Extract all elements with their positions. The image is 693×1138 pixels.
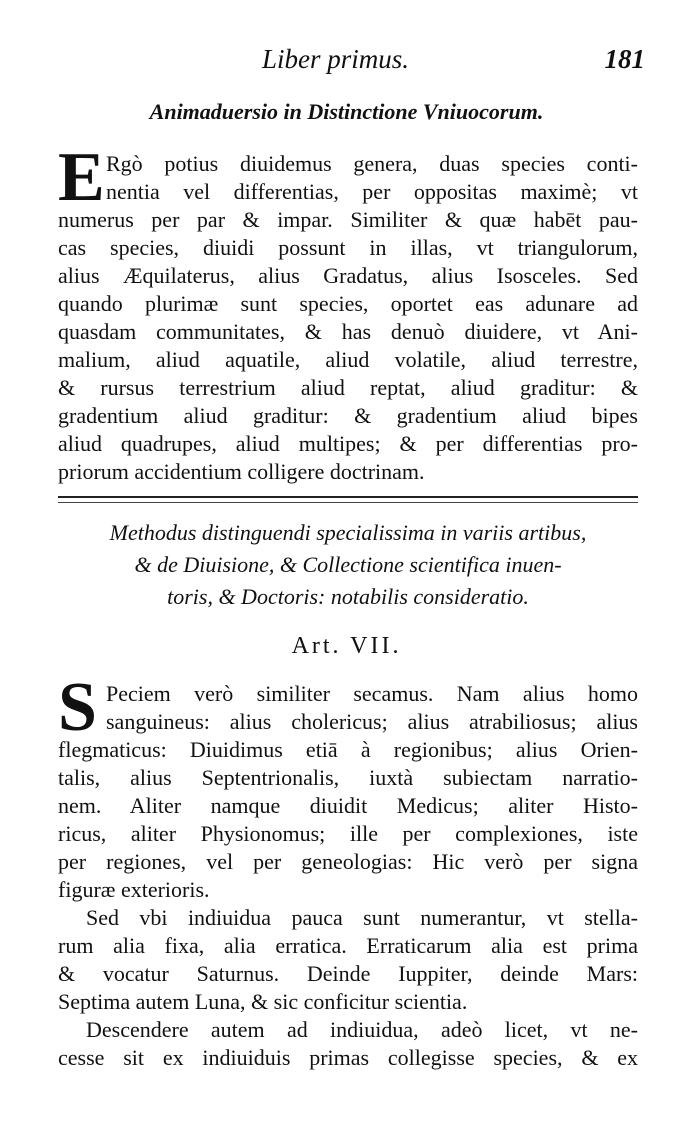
- running-title: Liber primus.: [262, 44, 410, 74]
- text-line: sanguineus: alius cholericus; alius atrabiliosus; alius: [106, 709, 638, 734]
- text-line: priorum accidentium colligere doctrinam.: [58, 459, 425, 484]
- text-line: nentia vel differentias, per oppositas maximè; vt: [106, 179, 638, 204]
- text-line: flegmaticus: Diuidimus etiā à regionibus; alius Orien-: [58, 737, 638, 762]
- text-line: gradentium aliud graditur: & gradentium aliud bipes: [58, 403, 638, 428]
- title-line: Methodus distinguendi specialissima in variis artibus,: [109, 520, 587, 545]
- text-line: Peciem verò similiter secamus. Nam alius homo: [106, 681, 638, 706]
- text-line: per regiones, vel per geneologias: Hic verò per signa: [58, 849, 638, 874]
- text-line: talis, alius Septentrionalis, iuxtà subiectam narratio-: [58, 765, 638, 790]
- page-number: 181: [604, 44, 645, 74]
- text-line: cas species, diuidi possunt in illas, vt triangulorum,: [58, 235, 638, 260]
- text-line: numerus per par & impar. Similiter & quæ habēt pau-: [58, 207, 638, 232]
- paragraph-ergo: [58, 139, 638, 486]
- title-line: & de Diuisione, & Collectione scientifica inuen-: [134, 552, 562, 577]
- drop-cap-e: E: [58, 139, 105, 216]
- divider-rule-thin: [58, 502, 638, 503]
- paragraph-speciem: [58, 669, 638, 904]
- text-line: nem. Aliter namque diuidit Medicus; aliter Histo-: [58, 793, 638, 818]
- text-line: cesse sit ex indiuiduis primas collegisse species, & ex: [58, 1045, 638, 1070]
- paragraph-descendere: [58, 1016, 638, 1072]
- section2-title: [58, 517, 638, 613]
- divider-rule: [58, 496, 638, 498]
- text-line: quasdam communitates, & has denuò diuidere, vt Ani-: [58, 319, 638, 344]
- text-line: Descendere autem ad indiuidua, adeò licet, vt ne-: [86, 1017, 638, 1042]
- text-line: alius Æquilaterus, alius Gradatus, alius Isosceles. Sed: [58, 263, 638, 288]
- text-line: rum alia fixa, alia erratica. Erraticarum alia est prima: [58, 933, 638, 958]
- text-line: aliud quadrupes, aliud multipes; & per differentias pro-: [58, 431, 638, 456]
- drop-cap-s: S: [58, 669, 97, 746]
- section-title: Animaduersio in Distinctione Vniuocorum.: [149, 99, 544, 124]
- text-line: Sed vbi indiuidua pauca sunt numerantur, vt stella-: [86, 905, 638, 930]
- text-line: malium, aliud aquatile, aliud volatile, aliud terrestre,: [58, 347, 638, 372]
- running-head: [0, 44, 693, 84]
- text-line: quando plurimæ sunt species, oportet eas adunare ad: [58, 291, 638, 316]
- article-heading: Art. VII.: [291, 633, 402, 659]
- text-line: & rursus terrestrium aliud reptat, aliud graditur: &: [58, 375, 638, 400]
- text-line: figuræ exterioris.: [58, 877, 210, 902]
- text-line: ricus, aliter Physionomus; ille per complexiones, iste: [58, 821, 638, 846]
- paragraph-sed: [58, 904, 638, 1016]
- text-line: Septima autem Luna, & sic conficitur scientia.: [58, 989, 468, 1014]
- text-line: & vocatur Saturnus. Deinde Iuppiter, deinde Mars:: [58, 961, 638, 986]
- text-line: Rgò potius diuidemus genera, duas species conti-: [106, 151, 638, 176]
- title-line: toris, & Doctoris: notabilis consideratio.: [167, 584, 529, 609]
